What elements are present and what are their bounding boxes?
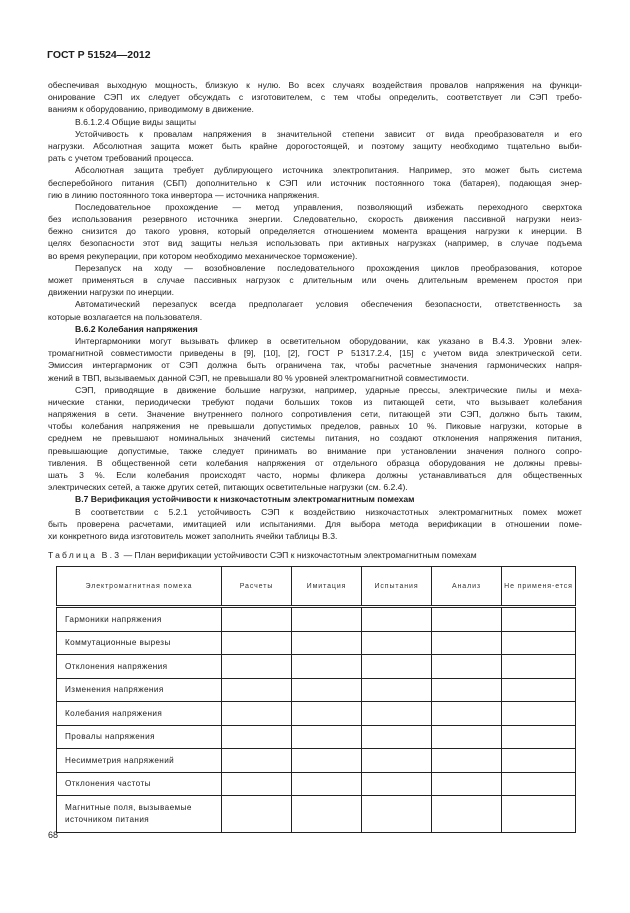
- table-row: [57, 749, 576, 773]
- paragraph-line: движении нагрузки по инерции.: [48, 287, 175, 298]
- document-header: ГОСТ Р 51524—2012: [47, 49, 151, 61]
- row-label: Несимметрия напряжений: [57, 749, 222, 773]
- table-caption-label: Таблица В.3: [48, 550, 122, 560]
- empty-cell: [502, 772, 576, 796]
- empty-cell: [502, 607, 576, 632]
- empty-cell: [362, 631, 432, 655]
- table-caption: [48, 550, 477, 560]
- empty-cell: [292, 725, 362, 749]
- empty-cell: [432, 749, 502, 773]
- paragraph-line: рать с учетом требований процесса.: [48, 153, 194, 164]
- paragraph-line: бежно снизится до такого уровня, который определяется отношением момента вращения нагрузки к инерции. В: [48, 226, 582, 237]
- paragraph-line: В соответствии с 5.2.1 устойчивость СЭП к воздействию низкочастотных электромагнитных помех может: [75, 506, 582, 517]
- empty-cell: [432, 631, 502, 655]
- paragraph-line: чтобы колебания напряжения не превышали допустимых пределов, равных 10 %. Пиковые нагрузки, которые в: [48, 421, 582, 432]
- empty-cell: [362, 702, 432, 726]
- empty-cell: [362, 749, 432, 773]
- section-heading-line: В.7 Верификация устойчивости к низкочастотным электромагнитным помехам: [75, 494, 415, 505]
- empty-cell: [292, 631, 362, 655]
- paragraph-line: целях безопасности этот вид защиты нельзя использовать при активных нагрузках (например, в случае подъема: [48, 238, 582, 249]
- row-label: Изменения напряжения: [57, 678, 222, 702]
- empty-cell: [432, 772, 502, 796]
- paragraph-line: жений в ТВП, вызываемых данной СЭП, не превышали 80 % уровней электромагнитной совместимости.: [48, 372, 469, 383]
- document-body: [48, 79, 582, 542]
- column-header: Испытания: [362, 567, 432, 607]
- paragraph-line: Устойчивость к провалам напряжения в значительной степени зависит от вида преобразователя и его: [75, 128, 582, 139]
- paragraph-line: без использования резервного источника энергии. Следовательно, скорость движения пассивной нагрузки неиз-: [48, 214, 582, 225]
- empty-cell: [292, 796, 362, 833]
- paragraph-line: может применяться в случае пассивных нагрузок с длительным или очень длительным временем простоя при: [48, 275, 582, 285]
- column-header: Электромагнитная помеха: [57, 567, 222, 607]
- empty-cell: [502, 749, 576, 773]
- paragraph-line: шать 3 %. Если колебания происходят часто, нормы фликера должны устанавливаться для общественных: [48, 470, 582, 480]
- section-heading-line: В.6.2 Колебания напряжения: [75, 323, 198, 334]
- row-label: Отклонения напряжения: [57, 655, 222, 679]
- empty-cell: [222, 749, 292, 773]
- table-row: [57, 607, 576, 632]
- empty-cell: [502, 631, 576, 655]
- paragraph-line: быть проверена расчетами, имитацией или испытаниями. Для выбора метода верификации в отношении поме-: [48, 518, 582, 529]
- empty-cell: [432, 678, 502, 702]
- table-row: [57, 772, 576, 796]
- row-label: Провалы напряжения: [57, 725, 222, 749]
- row-label: Гармоники напряжения: [57, 607, 222, 632]
- paragraph-line: электрических сетей, а также других сетей, питающих осветительные нагрузки (см. 6.2.4).: [48, 482, 408, 493]
- verification-table: [56, 566, 576, 833]
- empty-cell: [292, 678, 362, 702]
- empty-cell: [502, 702, 576, 726]
- paragraph-line: Последовательное прохождение — метод управления, позволяющий избежать переходного сверхтока: [75, 201, 582, 212]
- paragraph-line: нагрузки. Абсолютная защита может быть крайне дорогостоящей, и поэтому защиту необходимо тщательно выби-: [48, 140, 582, 151]
- column-header: Расчеты: [222, 567, 292, 607]
- paragraph-line: превышающие допустимые, также следует принимать во внимание при установлении значения полного сопро-: [48, 445, 582, 456]
- empty-cell: [432, 607, 502, 632]
- table-row: [57, 631, 576, 655]
- paragraph-line: Интергармоники могут вызывать фликер в осветительном оборудовании, как указано в В.4.3. Уровни элек-: [75, 335, 582, 346]
- paragraph-line: онирование СЭП их следует обсуждать с изготовителем, с тем чтобы определить, соответствует ли СЭП требо-: [48, 92, 582, 103]
- paragraph-line: Автоматический перезапуск всегда предполагает условия обеспечения безопасности, ответственность за: [75, 299, 582, 310]
- empty-cell: [292, 655, 362, 679]
- paragraph-line: нические станки, периодически требуют подачи больших токов из питающей сети, что вызывает колебания: [48, 396, 582, 407]
- empty-cell: [362, 796, 432, 833]
- paragraph-line: напряжения в сети. Значение внутреннего полного сопротивления сети, питающей эти СЭП, должно быть таким,: [48, 409, 582, 420]
- empty-cell: [362, 725, 432, 749]
- page-number: 68: [48, 830, 59, 840]
- paragraph-line: Абсолютная защита требует дублирующего источника электропитания. Например, это может быть система: [75, 165, 582, 176]
- empty-cell: [222, 631, 292, 655]
- empty-cell: [222, 772, 292, 796]
- table-row: [57, 678, 576, 702]
- empty-cell: [222, 678, 292, 702]
- paragraph-line: среднем не превышают номинальных значений системы питания, но создают отклонения напряжения питания,: [48, 433, 582, 444]
- empty-cell: [362, 678, 432, 702]
- paragraph-line: бесперебойного питания (СБП) дополнительно к СЭП или источник постоянного тока (батарея), подающая энер-: [48, 177, 582, 188]
- table-caption-text: — План верификации устойчивости СЭП к низкочастотным электромагнитным помехам: [121, 550, 477, 560]
- table-row: [57, 725, 576, 749]
- paragraph-line: тивления. В общественной сети колебания напряжения от отдельного образца оборудования не должны превы-: [48, 457, 582, 468]
- paragraph-line: хи конкретного вида изготовитель может заполнить ячейки таблицы В.3.: [48, 530, 338, 541]
- paragraph-line: СЭП, приводящие в движение большие нагрузки, например, ударные прессы, электрические пилы и меха-: [75, 384, 582, 395]
- empty-cell: [432, 655, 502, 679]
- column-header: Имитация: [292, 567, 362, 607]
- table-header-row: [57, 567, 576, 607]
- row-label: Отклонения частоты: [57, 772, 222, 796]
- empty-cell: [292, 772, 362, 796]
- paragraph-line: В.6.1.2.4 Общие виды защиты: [75, 116, 197, 127]
- empty-cell: [362, 655, 432, 679]
- empty-cell: [292, 607, 362, 632]
- table-row: [57, 796, 576, 833]
- paragraph-line: во время рекуперации, при котором необходимо механическое торможение).: [48, 250, 358, 261]
- empty-cell: [362, 772, 432, 796]
- empty-cell: [222, 725, 292, 749]
- empty-cell: [222, 702, 292, 726]
- empty-cell: [502, 655, 576, 679]
- empty-cell: [502, 725, 576, 749]
- table-row: [57, 702, 576, 726]
- paragraph-line: Эмиссия интергармоник от СЭП должна быть ограничена так, чтобы расчетные значения гармонических напря-: [48, 360, 582, 371]
- column-header: Анализ: [432, 567, 502, 607]
- empty-cell: [432, 725, 502, 749]
- row-label: Коммутационные вырезы: [57, 631, 222, 655]
- paragraph-line: гию в линию постоянного тока инвертора — источника напряжения.: [48, 189, 320, 200]
- empty-cell: [222, 655, 292, 679]
- empty-cell: [432, 702, 502, 726]
- empty-cell: [292, 702, 362, 726]
- paragraph-line: Перезапуск на ходу — возобновление последовательного прохождения циклов преобразования, которое: [75, 262, 582, 273]
- empty-cell: [222, 607, 292, 632]
- row-label: Магнитные поля, вызываемые источником питания: [57, 796, 222, 833]
- empty-cell: [362, 607, 432, 632]
- paragraph-line: тромагнитной совместимости приведены в [9], [10], [2], ГОСТ Р 51317.2.4, [15] с учетом вида электрической сети.: [48, 348, 582, 359]
- paragraph-line: обеспечивая выходную мощность, близкую к нулю. Во всех случаях воздействия провалов напряжения на функци-: [48, 80, 582, 90]
- empty-cell: [292, 749, 362, 773]
- paragraph-line: ваниям к оборудованию, приводимому в движение.: [48, 104, 254, 115]
- empty-cell: [502, 678, 576, 702]
- paragraph-line: которые возлагается на пользователя.: [48, 311, 203, 322]
- column-header: Не применя-ется: [502, 567, 576, 607]
- table-row: [57, 655, 576, 679]
- row-label: Колебания напряжения: [57, 702, 222, 726]
- empty-cell: [502, 796, 576, 833]
- empty-cell: [432, 796, 502, 833]
- empty-cell: [222, 796, 292, 833]
